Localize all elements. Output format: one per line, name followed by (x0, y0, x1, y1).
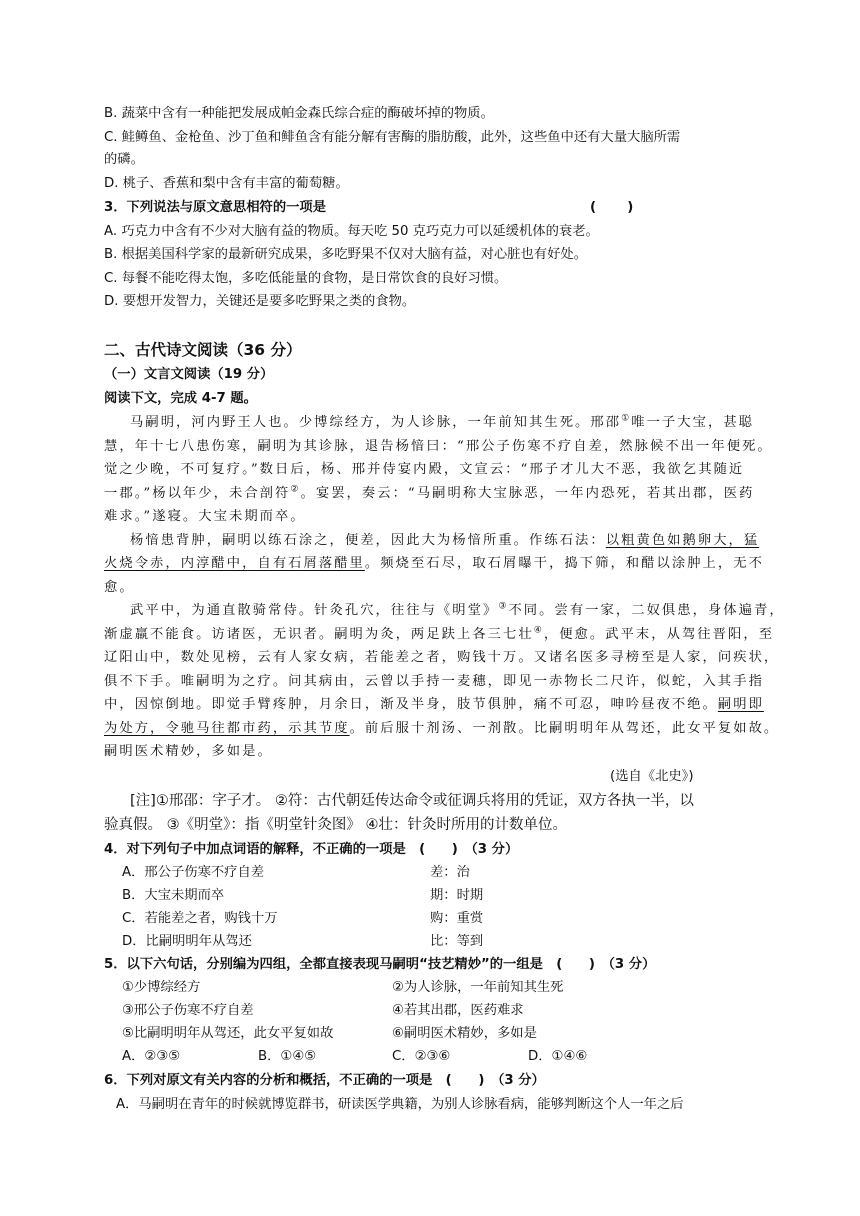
q4-item-left: A．邢公子伤寒不疗自差 (122, 865, 265, 880)
q4-item-right: 差：治 (430, 865, 470, 880)
passage-p3-line7: 嗣明医术精妙，多如是。 (104, 744, 273, 759)
q3-option-d: D. 要想开发智力，关键还是要多吃野果之类的食物。 (104, 294, 416, 309)
q5-choice: A．②③⑤ (122, 1049, 181, 1064)
q5-item-right: ④若其出郡，医药难求 (392, 1003, 524, 1018)
notes-line1: [注]①邢邵：字子才。 ②符：古代朝廷传达命令或征调兵将用的凭证，双方各执一半，以 (130, 793, 694, 809)
passage-text: 。前后服十剂汤、一剂散。比嗣明明年从驾还，此女平复如故。 (349, 721, 780, 736)
passage-text: ，便愈。武平末，从驾往晋阳，至 (543, 627, 775, 642)
q3-stem (104, 198, 760, 218)
q5-item-right: ⑥嗣明医术精妙，多如是 (392, 1026, 537, 1041)
footnote-marker: ④ (533, 625, 544, 636)
footnote-marker: ③ (498, 601, 509, 612)
passage-text: 唯一子大宝，甚聪 (631, 415, 755, 430)
q2-option-b: B. 蔬菜中含有一种能把发展成帕金森氏综合症的酶破坏掉的物质。 (104, 106, 494, 121)
passage-text: 。宴罢，奏云：“马嗣明称大宝脉恶，一年内恐死，若其出郡，医药 (300, 486, 755, 501)
passage-p1-line3: 觉之少晚，不可复疗。”数日后，杨、邢并侍宴内殿，文宣云：“邢子才儿大不恶，我欲乞其随近 (104, 462, 745, 477)
passage-text: 渐虚羸不能食。访诸医，无识者。嗣明为灸，两足趺上各三七壮 (104, 627, 534, 642)
underlined-sentence: 为处方，令驰马往都市药，示其节度 (104, 721, 350, 736)
passage-p3-line4: 俱不下手。唯嗣明为之疗。问其病由，云曾以手持一麦穗，即见一赤物长二尺许，似蛇，入其手指 (104, 674, 764, 689)
underlined-sentence: 以粗黄色如鹅卵大，猛 (605, 533, 760, 548)
q3-option-c: C. 每餐不能吃得太饱，多吃低能量的食物，是日常饮食的良好习惯。 (104, 271, 508, 286)
q5-choice: B．①④⑤ (258, 1049, 317, 1064)
passage-p3-line3: 辽阳山中，数处见榜，云有人家女病，若能差之者，购钱十万。又诸名医多寻榜至是人家，问疾状， (104, 650, 780, 665)
passage-p1-line5: 难求。”遂寝。大宝未期而卒。 (104, 509, 306, 524)
q6-stem: 6．下列对原文有关内容的分析和概括，不正确的一项是 ( ) （3 分） (104, 1073, 545, 1088)
passage-text: 杨愔患背肿，嗣明以练石涂之，便差，因此大为杨愔所重。作练石法： (130, 533, 606, 548)
q4-item-left: D．比嗣明明年从驾还 (122, 934, 252, 949)
passage-text: 中，因惊倒地。即觉手臂疼肿，月余日，渐及半身，肢节俱肿，痛不可忍，呻吟昼夜不绝。 (104, 697, 718, 712)
q4-item-right: 购：重赏 (430, 911, 484, 926)
passage-p1-line4 (104, 484, 760, 504)
underlined-sentence: 火烧令赤，内淳醋中，自有石屑落醋里 (104, 556, 365, 571)
q3-stem-text: 3．下列说法与原文意思相符的一项是 (104, 200, 327, 215)
passage-text: 一郡。”杨以年少，未合剖符 (104, 486, 291, 501)
q4-item-right: 期：时期 (430, 888, 484, 903)
q4-item-right: 比：等到 (430, 934, 484, 949)
underlined-sentence: 嗣明即 (717, 697, 764, 712)
footnote-marker: ① (621, 413, 632, 424)
reading-instruction: 阅读下文，完成 4-7 题。 (104, 391, 257, 406)
subsection-title: （一）文言文阅读（19 分） (104, 367, 274, 382)
q5-item-left: ⑤比嗣明明年从驾还，此女平复如故 (122, 1026, 334, 1041)
passage-p3-line2 (104, 625, 775, 645)
passage-p2-line3: 愈。 (104, 580, 135, 595)
passage-text: 武平中，为通直散骑常侍。针灸孔穴，往往与《明堂》 (130, 603, 499, 618)
q4-stem: 4．对下列句子中加点词语的解释，不正确的一项是 ( ) （3 分） (104, 842, 519, 857)
q5-stem: 5．以下六句话，分别编为四组，全都直接表现马嗣明“技艺精妙”的一组是 ( ) （3 分） (104, 957, 656, 972)
q3-answer-blank: ( ) (590, 200, 634, 215)
q5-item-right: ②为人诊脉，一年前知其生死 (392, 980, 564, 995)
passage-p1-line2: 慧，年十七八患伤寒，嗣明为其诊脉，退告杨愔曰：“邢公子伤寒不疗自差，然脉候不出一年便死。 (104, 439, 773, 454)
section-title: 二、古代诗文阅读（36 分） (104, 341, 302, 359)
passage-text: 。频烧至石尽，取石屑曝干，捣下筛，和醋以涂肿上，无不 (364, 556, 764, 571)
q4-item-left: B．大宝未期而卒 (122, 888, 225, 903)
passage-p3-line1 (104, 601, 785, 621)
passage-p3-line6 (104, 719, 780, 739)
passage-source: (选自《北史》) (610, 769, 694, 784)
passage-text: 马嗣明，河内野王人也。少博综经方，为人诊脉，一年前知其生死。邢邵 (130, 415, 622, 430)
passage-p1-line1 (104, 413, 760, 433)
passage-p3-line5 (104, 695, 764, 715)
q3-option-b: B. 根据美国科学家的最新研究成果，多吃野果不仅对大脑有益，对心脏也有好处。 (104, 247, 587, 262)
q4-item-left: C．若能差之者，购钱十万 (122, 911, 278, 926)
q3-option-a: A. 巧克力中含有不少对大脑有益的物质。每天吃 50 克巧克力可以延缓机体的衰老。 (104, 224, 599, 239)
passage-text: 不同。尝有一家，二奴俱患，身体遍青， (508, 603, 785, 618)
q2-option-c-line2: 的磷。 (104, 152, 144, 167)
passage-p2-line2 (104, 554, 764, 574)
q5-choice: D．①④⑥ (528, 1049, 588, 1064)
passage-p2-line1 (104, 531, 760, 551)
q6-option-a: A．马嗣明在青年的时候就博览群书，研读医学典籍，为别人诊脉看病，能够判断这个人一年之后 (116, 1097, 684, 1112)
q5-item-left: ③邢公子伤寒不疗自差 (122, 1003, 254, 1018)
q5-choice: C．②③⑥ (392, 1049, 451, 1064)
q5-item-left: ①少博综经方 (122, 980, 201, 995)
footnote-marker: ② (290, 484, 301, 495)
q2-option-d: D. 桃子、香蕉和梨中含有丰富的葡萄糖。 (104, 176, 349, 191)
q2-option-c-line1: C. 鲑鳟鱼、金枪鱼、沙丁鱼和鲱鱼含有能分解有害酶的脂肪酸，此外，这些鱼中还有大量大脑所需 (104, 130, 681, 145)
notes-line2: 验真假。 ③《明堂》：指《明堂针灸图》 ④壮：针灸时所用的计数单位。 (104, 817, 567, 833)
